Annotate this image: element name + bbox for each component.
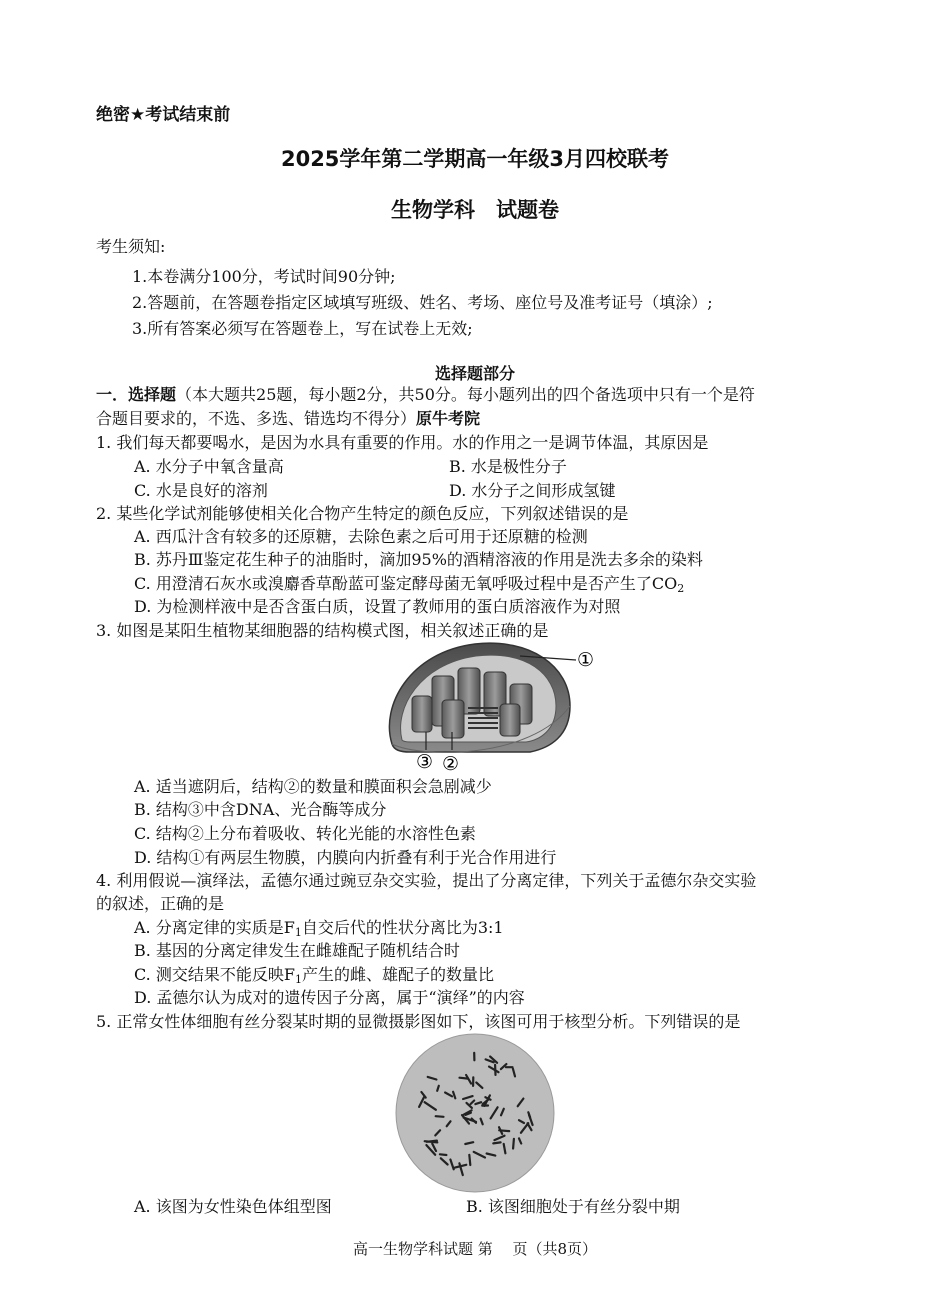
- question-5-option-a: A. 该图为女性染色体组型图: [134, 1197, 332, 1216]
- subscript: 1: [294, 926, 302, 939]
- option-text: C. 测交结果不能反映F: [134, 965, 295, 984]
- chromosome: [460, 1078, 469, 1079]
- subscript: 2: [677, 582, 685, 595]
- question-2-option-a: A. 西瓜汁含有较多的还原糖，去除色素之后可用于还原糖的检测: [134, 527, 588, 546]
- part-label: 一．选择题: [96, 385, 177, 404]
- question-4-option-d: D. 孟德尔认为成对的遗传因子分离，属于“演绎”的内容: [134, 988, 525, 1007]
- question-1-option-d: D. 水分子之间形成氢键: [449, 481, 616, 500]
- label-1: ①: [577, 649, 595, 671]
- question-4-stem-line1: 4. 利用假说—演绎法，孟德尔通过豌豆杂交实验，提出了分离定律，下列关于孟德尔杂交实验: [96, 871, 757, 890]
- chromosome: [493, 1142, 500, 1143]
- chromosome: [436, 1116, 444, 1117]
- chloroplast-diagram: [380, 636, 610, 776]
- section-heading: 选择题部分: [434, 364, 515, 383]
- question-2-option-d: D. 为检测样液中是否含蛋白质，设置了教师用的蛋白质溶液作为对照: [134, 597, 621, 616]
- question-4-stem-line2: 的叙述，正确的是: [96, 894, 225, 913]
- chromosome: [469, 1155, 470, 1165]
- question-1-option-c: C. 水是良好的溶剂: [134, 481, 268, 500]
- question-3-option-d: D. 结构①有两层生物膜，内膜向内折叠有利于光合作用进行: [134, 848, 557, 867]
- secret-label: 绝密★考试结束前: [96, 105, 231, 125]
- karyotype-micrograph: [394, 1032, 556, 1194]
- subject-title: 生物学科 试题卷: [391, 198, 559, 222]
- part-intro-line2: [96, 408, 480, 430]
- question-2-stem: 2. 某些化学试剂能够使相关化合物产生特定的颜色反应，下列叙述错误的是: [96, 504, 629, 523]
- question-1-stem: 1. 我们每天都要喝水，是因为水具有重要的作用。水的作用之一是调节体温，其原因是: [96, 433, 709, 452]
- label-2: ②: [442, 753, 460, 775]
- source-label: 原牛考院: [416, 409, 481, 428]
- notice-heading: 考生须知:: [96, 237, 166, 256]
- question-1-option-b: B. 水是极性分子: [449, 457, 567, 476]
- question-3-option-a: A. 适当遮阴后，结构②的数量和膜面积会急剧减少: [134, 777, 492, 796]
- chromosome: [437, 1086, 439, 1091]
- chromosome: [427, 1141, 437, 1142]
- option-text: 产生的雌、雄配子的数量比: [301, 965, 494, 984]
- option-text: 自交后代的性状分离比为3:1: [301, 918, 504, 937]
- part-intro-line1: [96, 384, 755, 406]
- question-5-stem: 5. 正常女性体细胞有丝分裂某时期的显微摄影图如下，该图可用于核型分析。下列错误的是: [96, 1012, 741, 1031]
- option-text: C. 用澄清石灰水或溴麝香草酚蓝可鉴定酵母菌无氧呼吸过程中是否产生了CO: [134, 574, 678, 593]
- question-4-option-b: B. 基因的分离定律发生在雌雄配子随机结合时: [134, 941, 460, 960]
- notice-item: 1.本卷满分100分，考试时间90分钟;: [132, 267, 396, 286]
- chromosome: [513, 1139, 514, 1149]
- question-2-option-b: B. 苏丹Ⅲ鉴定花生种子的油脂时，滴加95%的酒精溶液的作用是洗去多余的染料: [134, 550, 703, 569]
- part-desc: （本大题共25题，每小题2分，共50分。每小题列出的四个备选项中只有一个是符: [176, 385, 755, 404]
- question-1-option-a: A. 水分子中氧含量高: [134, 457, 284, 476]
- chromosome: [440, 1154, 447, 1155]
- question-3-stem: 3. 如图是某阳生植物某细胞器的结构模式图，相关叙述正确的是: [96, 621, 549, 640]
- notice-item: 3.所有答案必须写在答题卷上，写在试卷上无效;: [132, 319, 473, 338]
- subscript: 1: [294, 973, 302, 986]
- exam-title: 2025学年第二学期高一年级3月四校联考: [280, 147, 670, 171]
- question-5-option-b: B. 该图细胞处于有丝分裂中期: [466, 1197, 680, 1216]
- part-desc: 合题目要求的，不选、多选、错选均不得分）: [96, 409, 417, 428]
- notice-item: 2.答题前，在答题卷指定区域填写班级、姓名、考场、座位号及准考证号（填涂）;: [132, 293, 713, 312]
- label-3: ③: [416, 751, 434, 773]
- page-footer: 高一生物学科试题 第 页（共8页）: [352, 1240, 598, 1258]
- question-3-option-b: B. 结构③中含DNA、光合酶等成分: [134, 800, 387, 819]
- question-3-option-c: C. 结构②上分布着吸收、转化光能的水溶性色素: [134, 824, 476, 843]
- option-text: A. 分离定律的实质是F: [134, 918, 295, 937]
